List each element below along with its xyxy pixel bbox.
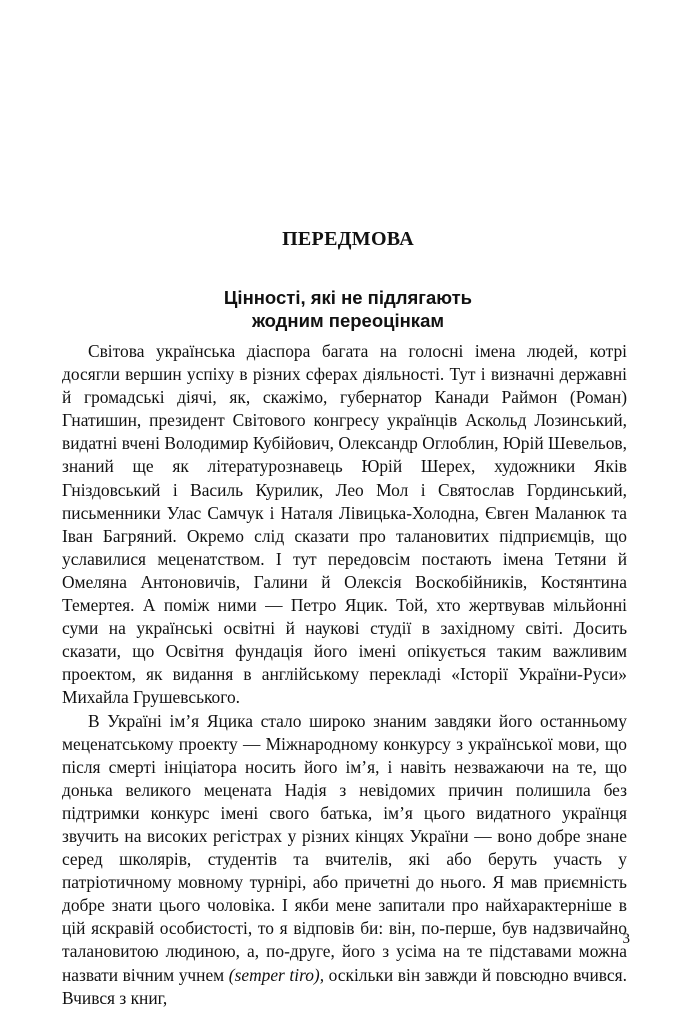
latin-phrase: (semper tiro), — [228, 964, 325, 985]
chapter-title: ПЕРЕДМОВА — [282, 228, 414, 250]
page-number: 3 — [622, 931, 630, 947]
body-text — [62, 340, 627, 1010]
paragraph-2-ending: оскільки він завжди й повсюдно вчився. Вчився з книг, — [62, 964, 627, 1008]
subtitle-line-1: Цінності, які не підлягають — [223, 287, 473, 308]
paragraph-2-text: В Україні ім’я Яцика стало широко знаним завдяки його останньому меценатському проекту — Міжнародному конкурсу з української мови, що після смерті ініціатора носить його ім’я, і навіть незважаючи на те, що донька великого мецената Надія з невідомих причин полишила без підтримки конкурс імені свого батька, ім’я цього видатного українця звучить на високих регістрах у різних кінцях України — воно добре знане серед школярів, студентів та вчителів, які або беруть участь у патріотичному мовному турнірі, або причетні до нього. Я мав приємність добре знати цього чоловіка. І якби мене запитали про найхарактерніше в цій яскравій особистості, то я відповів би: він, по-перше, був надзвичайно талановитою людиною, а, по-друге, його з усіма на те підставами можна назвати вічним учнем — [62, 710, 627, 985]
paragraph-2 — [62, 710, 627, 1010]
section-subtitle — [0, 286, 696, 332]
subtitle-line-2: жодним переоцінкам — [251, 310, 445, 331]
paragraph-1: Світова українська діаспора багата на голосні імена людей, котрі досягли вершин успіху в різних сферах діяльності. Тут і визначні державні й громадські діячі, як, скажімо, губернатор Канади Раймон (Роман) Гнатишин, президент Світового конгресу українців Аскольд Лозинський, видатні вчені Володимир Кубійович, Олександр Оглоблин, Юрій Шевельов, знаний ще як літературознавець Юрій Шерех, художники Яків Гніздовський і Василь Курилик, Лео Мол і Святослав Гординський, письменники Улас Самчук і Наталя Лівицька-Холодна, Євген Маланюк та Іван Багряний. Окремо слід сказати про талановитих підприємців, що уславилися меценатством. І тут передовсім постають імена Тетяни й Омеляна Антоновичів, Галини й Олексія Воскобійників, Костянтина Темертея. А поміж ними — Петро Яцик. Той, хто жертвував мільйонні суми на українські освітні й наукові студії в західному світі. Досить сказати, що Освітня фундація його імені опікується таким важливим проектом, як видання в англійському перекладі «Історії України-Руси» Михайла Грушевського. — [62, 341, 627, 708]
